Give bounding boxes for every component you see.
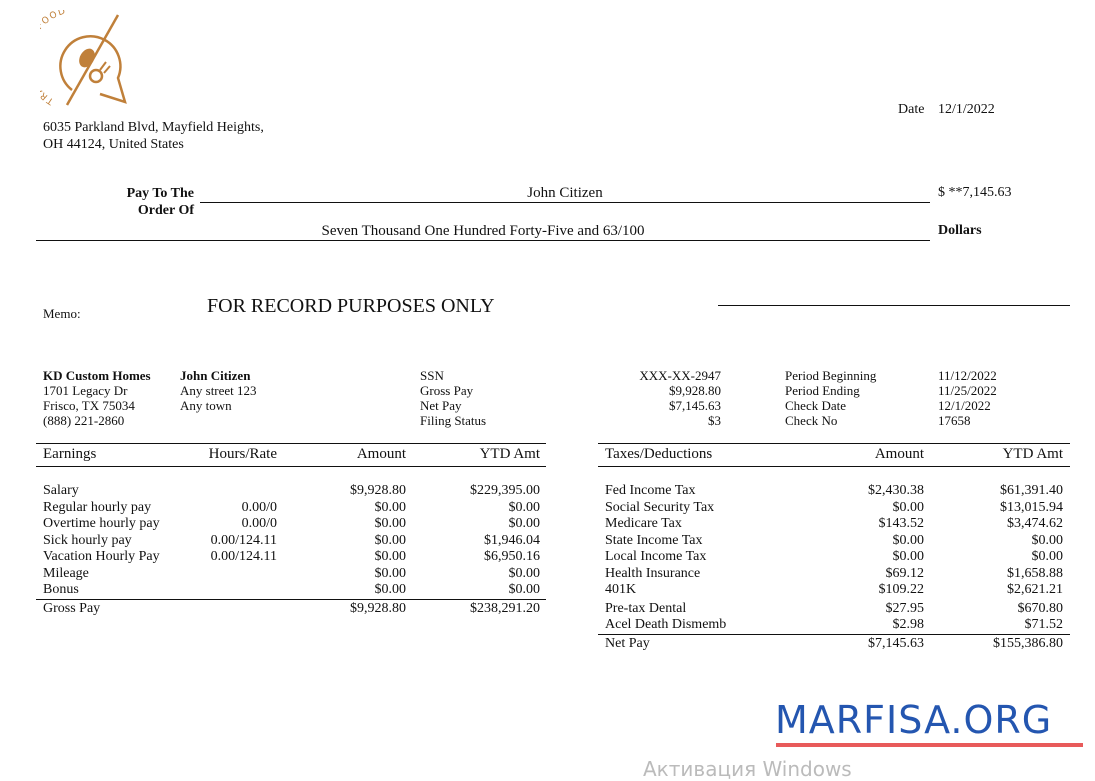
- deductions-cell: $143.52: [878, 516, 924, 531]
- deductions-cell: $2.98: [892, 617, 924, 632]
- watermark-logo: MARFISA.ORG: [775, 698, 1053, 742]
- summary-label: Filing Status: [420, 413, 487, 428]
- earnings-cell: $238,291.20: [470, 601, 540, 616]
- svg-text:TRADITIONAL FOOD: T OOD: [40, 10, 68, 106]
- employee-info: [180, 368, 257, 413]
- period-value: 12/1/2022: [938, 398, 991, 413]
- deductions-cell: $0.00: [892, 533, 924, 548]
- summary-value: XXX-XX-2947: [639, 368, 721, 383]
- earnings-cell: $0.00: [508, 516, 540, 531]
- earnings-cell: $0.00: [374, 582, 406, 597]
- period-value: 11/25/2022: [938, 383, 997, 398]
- deductions-cell: Medicare Tax: [605, 516, 682, 531]
- amount-words-line: [36, 240, 930, 241]
- dollars-label: Dollars: [938, 223, 982, 238]
- deductions-cell: $0.00: [892, 549, 924, 564]
- pay-to-label-line: Order Of: [137, 203, 194, 218]
- company-logo: [40, 10, 135, 110]
- employer-line: 1701 Legacy Dr: [43, 383, 128, 398]
- deductions-cell: $27.95: [885, 601, 924, 616]
- summary-label: SSN: [420, 368, 444, 383]
- employee-name: John Citizen: [180, 368, 251, 383]
- earnings-cell: $0.00: [374, 549, 406, 564]
- pay-to-label: [127, 185, 194, 219]
- summary-value: $7,145.63: [669, 398, 721, 413]
- employer-name: KD Custom Homes: [43, 368, 151, 383]
- deductions-cell: $7,145.63: [868, 636, 924, 651]
- summary-value: $9,928.80: [669, 383, 721, 398]
- amount-in-words: Seven Thousand One Hundred Forty-Five and 63/100: [321, 223, 645, 239]
- earnings-cell: $0.00: [508, 582, 540, 597]
- watermark-underline: [776, 743, 1083, 747]
- earnings-cell: $229,395.00: [470, 483, 540, 498]
- deductions-cell: $0.00: [1031, 549, 1063, 564]
- deductions-cell: $3,474.62: [1007, 516, 1063, 531]
- employee-line: Any town: [180, 398, 232, 413]
- earnings-column-header: Hours/Rate: [208, 446, 277, 462]
- earnings-cell: Overtime hourly pay: [43, 516, 160, 531]
- deductions-cell: Pre-tax Dental: [605, 601, 687, 616]
- period-label: Period Ending: [785, 383, 860, 398]
- payee-name: John Citizen: [527, 185, 603, 201]
- employer-line: (888) 221-2860: [43, 413, 125, 428]
- deductions-column-header: Taxes/Deductions: [605, 446, 713, 462]
- deductions-cell: $61,391.40: [1000, 483, 1063, 498]
- earnings-total-line: [36, 599, 546, 600]
- deductions-header-line: [598, 466, 1070, 467]
- deductions-cell: Net Pay: [605, 636, 650, 651]
- earnings-cell: $0.00: [374, 532, 406, 548]
- date-label: Date: [898, 102, 925, 117]
- period-label: Check Date: [785, 398, 847, 413]
- summary-label: Gross Pay: [420, 383, 474, 398]
- earnings-cell: $0.00: [508, 499, 540, 515]
- deductions-total-line: [598, 634, 1070, 635]
- deductions-cell: $155,386.80: [993, 636, 1063, 651]
- deductions-cell: $0.00: [892, 500, 924, 515]
- period-value: 11/12/2022: [938, 368, 997, 383]
- deductions-top-line: [598, 443, 1070, 444]
- earnings-cell: $6,950.16: [484, 549, 540, 564]
- deductions-cell: 401K: [605, 582, 637, 597]
- windows-activation-notice: Активация Windows: [643, 757, 852, 781]
- deductions-cell: $69.12: [885, 566, 924, 581]
- check-amount: $ **7,145.63: [938, 185, 1012, 200]
- deductions-cell: $1,658.88: [1007, 566, 1063, 581]
- earnings-cell: Gross Pay: [43, 601, 101, 616]
- deductions-cell: $670.80: [1017, 601, 1063, 616]
- deductions-column-header: Amount: [874, 446, 924, 462]
- deductions-cell: $2,621.21: [1007, 582, 1063, 597]
- earnings-cell: $9,928.80: [350, 601, 406, 616]
- company-address: [43, 119, 264, 153]
- employee-line: Any street 123: [180, 383, 257, 398]
- address-line: 6035 Parkland Blvd, Mayfield Heights,: [43, 120, 264, 135]
- deductions-cell: Social Security Tax: [605, 500, 715, 515]
- earnings-cell: 0.00/0: [241, 516, 277, 531]
- earnings-cell: Vacation Hourly Pay: [43, 549, 160, 564]
- deductions-cell: $2,430.38: [868, 483, 924, 498]
- deductions-cell: $13,015.94: [1000, 500, 1063, 515]
- summary-value: $3: [708, 413, 721, 428]
- earnings-cell: Salary: [43, 483, 79, 498]
- deductions-cell: Health Insurance: [605, 566, 701, 581]
- earnings-cell: 0.00/124.11: [210, 549, 277, 564]
- employer-line: Frisco, TX 75034: [43, 398, 135, 413]
- earnings-cell: Mileage: [43, 565, 89, 581]
- period-label: Check No: [785, 413, 838, 428]
- earnings-cell: Sick hourly pay: [43, 532, 132, 548]
- check-date: 12/1/2022: [938, 102, 995, 117]
- pay-to-label-line: Pay To The: [126, 186, 194, 201]
- signature-line: [718, 305, 1070, 306]
- earnings-top-line: [36, 443, 546, 444]
- earnings-column-header: Amount: [356, 446, 406, 462]
- employer-info: [43, 368, 151, 428]
- deductions-cell: $109.22: [878, 582, 924, 597]
- memo-label: Memo:: [43, 306, 81, 321]
- earnings-cell: Regular hourly pay: [43, 499, 152, 515]
- earnings-cell: $0.00: [374, 565, 406, 581]
- earnings-cell: $1,946.04: [484, 532, 540, 548]
- earnings-cell: $0.00: [374, 499, 406, 515]
- earnings-cell: 0.00/124.11: [210, 532, 277, 548]
- deductions-cell: Local Income Tax: [605, 549, 707, 564]
- memo-text: FOR RECORD PURPOSES ONLY: [207, 295, 495, 317]
- deductions-cell: Fed Income Tax: [605, 483, 696, 498]
- deductions-column-header: YTD Amt: [1002, 446, 1063, 462]
- summary-label: Net Pay: [420, 398, 462, 413]
- earnings-cell: $9,928.80: [350, 483, 406, 498]
- deductions-cell: $0.00: [1031, 533, 1063, 548]
- deductions-cell: State Income Tax: [605, 533, 703, 548]
- earnings-header-line: [36, 466, 546, 467]
- period-label: Period Beginning: [785, 368, 877, 383]
- deductions-cell: Acel Death Dismemb: [605, 617, 727, 632]
- period-value: 17658: [938, 413, 971, 428]
- deductions-cell: $71.52: [1024, 617, 1063, 632]
- address-line: OH 44124, United States: [43, 137, 184, 152]
- earnings-column-header: Earnings: [43, 446, 97, 462]
- earnings-cell: Bonus: [43, 582, 79, 597]
- earnings-cell: 0.00/0: [241, 499, 277, 515]
- earnings-column-header: YTD Amt: [479, 446, 540, 462]
- payee-line: [200, 202, 930, 203]
- earnings-cell: $0.00: [508, 565, 540, 581]
- earnings-cell: $0.00: [374, 516, 406, 531]
